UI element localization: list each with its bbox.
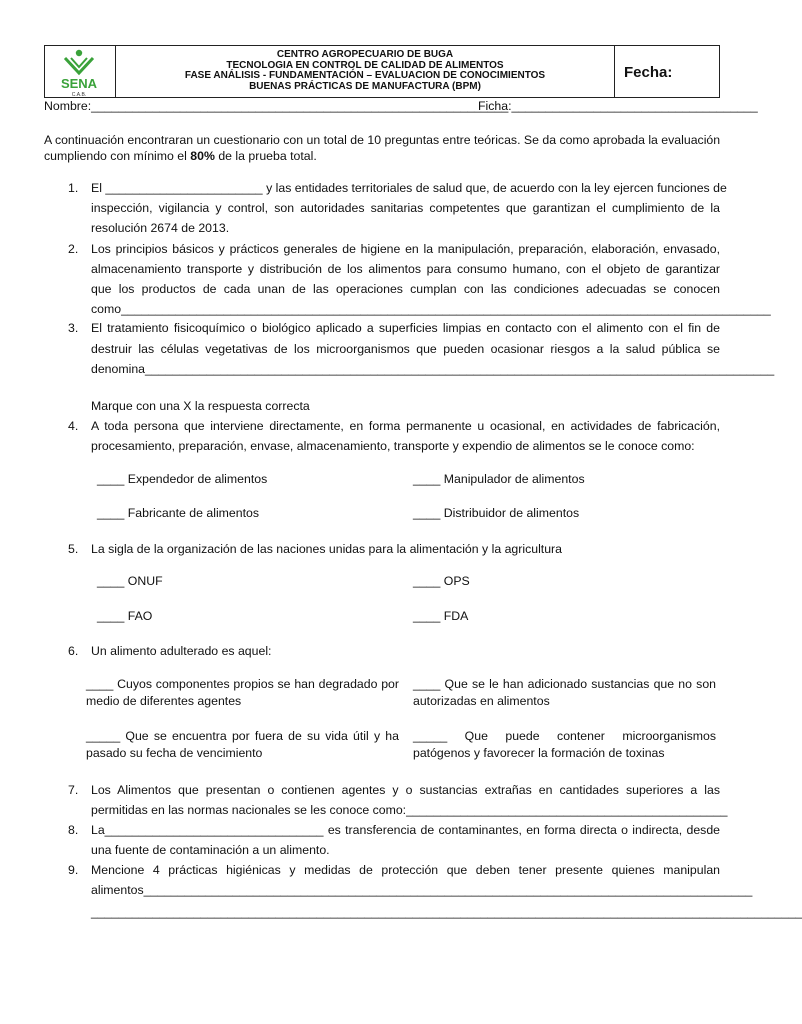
q7-line-1: Los Alimentos que presentan o contienen agentes y o sustancias extrañas en cantidades superiores a las — [91, 783, 720, 797]
q9-answer-line[interactable]: alimentos_________________________________________________________________________________________ — [91, 883, 753, 897]
q5-line-1: La sigla de la organización de las naciones unidas para la alimentación y la agricultura — [91, 542, 562, 556]
sena-logo-icon — [45, 46, 113, 97]
q5-option[interactable]: ____ OPS — [413, 574, 470, 588]
logo-subtext: C.A.B. — [71, 92, 87, 98]
sena-logo — [45, 46, 116, 97]
q6-option-a[interactable]: ____ Cuyos componentes propios se han degradado por — [86, 677, 399, 691]
logo-text: SENA — [60, 76, 98, 91]
question-number: 8. — [68, 823, 79, 837]
question-number: 6. — [68, 644, 79, 658]
question-number: 7. — [68, 783, 79, 797]
header-title-line: CENTRO AGROPECUARIO DE BUGA — [276, 49, 454, 60]
q3-line-1: El tratamiento fisicoquímico o biológico aplicado a superficies limpias en contacto con el alimento con el fin de — [91, 321, 720, 335]
q5-option[interactable]: ____ FDA — [413, 609, 469, 623]
q1-line-2: inspección, vigilancia y control, son autoridades sanitarias competentes que garantizan el cumplimiento de la — [91, 201, 720, 215]
q6-option-a-cont: medio de diferentes agentes — [86, 694, 242, 708]
header-title-line: FASE ANÁLISIS - FUNDAMENTACIÓN – EVALUACION DE CONOCIMIENTOS — [184, 70, 546, 81]
q5-option[interactable]: ____ ONUF — [97, 574, 163, 588]
ficha-field[interactable]: Ficha:____________________________________ — [478, 99, 758, 113]
q2-line-1: Los principios básicos y prácticos generales de higiene en la manipulación, preparación, elaboración, envasado, — [91, 242, 720, 256]
q8-line-1[interactable]: La________________________________ es transferencia de contaminantes, en forma directa o indirecta, desde — [91, 823, 720, 837]
question-number: 5. — [68, 542, 79, 556]
intro-line-2: cumpliendo con mínimo el 80% de la prueba total. — [44, 149, 317, 163]
intro-line-1: A continuación encontraran un cuestionario con un total de 10 preguntas entre teóricas. Se da como aprobada la evaluación — [44, 133, 721, 147]
header-title-line: BUENAS PRÁCTICAS DE MANUFACTURA (BPM) — [249, 80, 481, 92]
q4-option[interactable]: ____ Expendedor de alimentos — [97, 472, 268, 486]
question-number: 9. — [68, 863, 79, 877]
q8-line-2: una fuente de contaminación a un alimento. — [91, 843, 330, 857]
q6-option-d-cont: patógenos y favorecer la formación de toxinas — [413, 746, 665, 760]
q2-line-2: almacenamiento transporte y distribución de los alimentos para consumo humano, con el objeto de garantizar — [91, 262, 720, 276]
passing-score: 80% — [190, 149, 215, 163]
q6-option-c-cont: pasado su fecha de vencimiento — [86, 746, 263, 760]
q9-answer-line[interactable]: ________________________________________________________________________________________________________ — [91, 905, 802, 919]
q6-option-c[interactable]: _____ Que se encuentra por fuera de su vida útil y ha — [86, 729, 399, 743]
q3-line-2: destruir las células vegetativas de los microorganismos que pueden ocasionar riesgos a la salud pública se — [91, 342, 720, 356]
q6-option-b-cont: autorizadas en alimentos — [413, 694, 550, 708]
q4-line-1: A toda persona que interviene directamente, en forma permanente u ocasional, en actividades de fabricación, — [91, 419, 720, 433]
q4-option[interactable]: ____ Manipulador de alimentos — [413, 472, 585, 486]
q6-option-d[interactable]: _____ Que puede contener microorganismos — [413, 729, 716, 743]
q6-line-1: Un alimento adulterado es aquel: — [91, 644, 272, 658]
q4-option[interactable]: ____ Fabricante de alimentos — [97, 506, 260, 520]
q4-line-2: procesamiento, preparación, envase, almacenamiento, transporte y expendio de alimentos se le conoce como: — [91, 439, 695, 453]
q2-answer-line[interactable]: como_______________________________________________________________________________________________ — [91, 302, 771, 316]
document-header — [44, 45, 720, 98]
fecha-label: Fecha: — [624, 64, 673, 81]
nombre-field[interactable]: Nombre:_____________________________________________________________ — [44, 99, 509, 113]
q1-line-3: resolución 2674 de 2013. — [91, 221, 230, 235]
q3-answer-line[interactable]: denomina____________________________________________________________________________________________ — [91, 362, 775, 376]
question-number: 4. — [68, 419, 79, 433]
header-title-block — [116, 46, 615, 97]
q1-line-1: El _______________________ y las entidades territoriales de salud que, de acuerdo con la ley ejercen funciones de — [91, 181, 727, 195]
q7-line-2[interactable]: permitidas en las normas nacionales se les conoce como:_______________________________________________ — [91, 803, 728, 817]
q6-option-b[interactable]: ____ Que se le han adicionado sustancias que no son — [413, 677, 716, 691]
question-number: 3. — [68, 321, 79, 335]
q2-line-3: que los productos de cada unan de las operaciones cumplan con las condiciones adecuadas se conocen — [91, 282, 720, 296]
q5-option[interactable]: ____ FAO — [97, 609, 153, 623]
q9-line-1: Mencione 4 prácticas higiénicas y medidas de protección que deben tener presente quienes manipulan — [91, 863, 720, 877]
q4-option[interactable]: ____ Distribuidor de alimentos — [413, 506, 580, 520]
header-title-line: TECNOLOGIA EN CONTROL DE CALIDAD DE ALIMENTOS — [226, 59, 504, 71]
question-number: 2. — [68, 242, 79, 256]
question-number: 1. — [68, 181, 79, 195]
instruction-text: Marque con una X la respuesta correcta — [91, 399, 310, 413]
